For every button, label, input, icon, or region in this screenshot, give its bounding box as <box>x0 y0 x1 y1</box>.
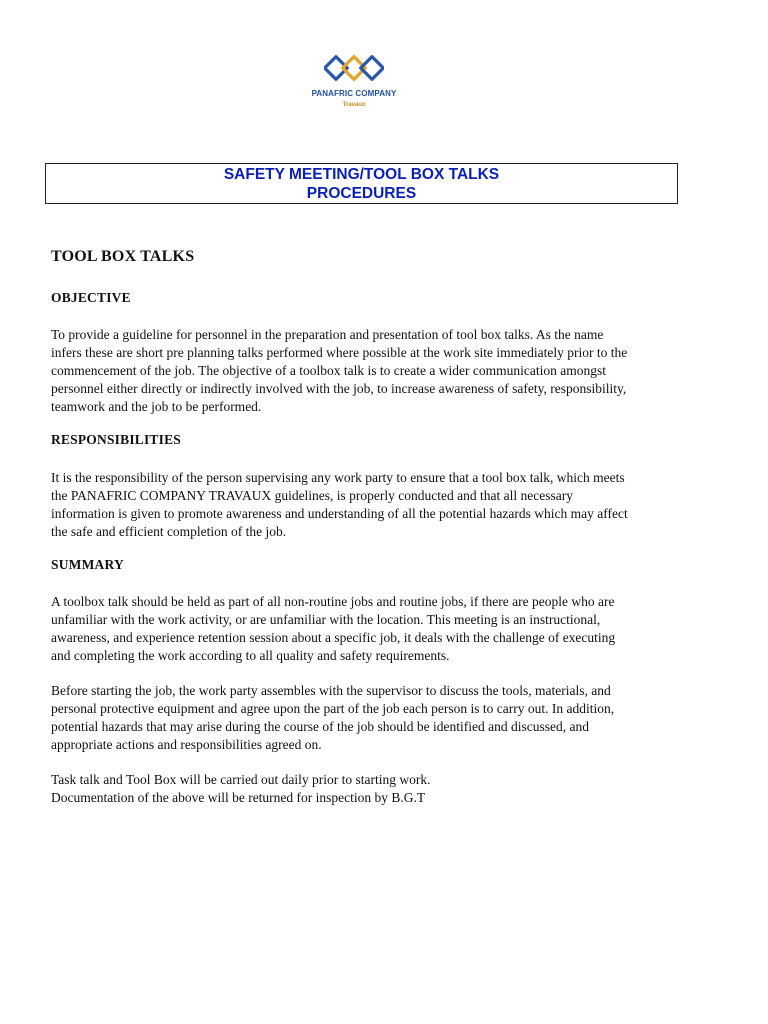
objective-heading: OBJECTIVE <box>51 290 131 305</box>
paragraph-line: personal protective equipment and agree upon the part of the job each person is to carry out. In addition, <box>51 701 615 716</box>
paragraph-line: It is the responsibility of the person supervising any work party to ensure that a tool box talk, which meets <box>51 470 625 485</box>
paragraph-line: unfamiliar with the work activity, or are unfamiliar with the location. This meeting is an instructional, <box>51 612 601 627</box>
responsibilities-paragraph <box>51 469 701 541</box>
company-logo <box>300 52 408 114</box>
summary-paragraph-3 <box>51 771 701 807</box>
paragraph-line: personnel either directly or indirectly involved with the job, to increase awareness of safety, responsibility, <box>51 381 627 396</box>
paragraph-line: Before starting the job, the work party assembles with the supervisor to discuss the tools, materials, and <box>51 683 611 698</box>
paragraph-line: information is given to promote awareness and understanding of all the potential hazards which may affect <box>51 506 628 521</box>
objective-paragraph <box>51 326 701 416</box>
panafric-logo-mark-icon <box>324 52 384 86</box>
paragraph-line: commencement of the job. The objective of a toolbox talk is to create a wider communication amongst <box>51 363 606 378</box>
logo-subtitle: Travaux <box>342 102 366 108</box>
paragraph-line: Task talk and Tool Box will be carried out daily prior to starting work. <box>51 772 431 787</box>
paragraph-line: To provide a guideline for personnel in the preparation and presentation of tool box talks. As the name <box>51 327 604 342</box>
paragraph-line: appropriate actions and responsibilities agreed on. <box>51 737 322 752</box>
paragraph-line: teamwork and the job to be performed. <box>51 399 262 414</box>
responsibilities-heading: RESPONSIBILITIES <box>51 432 182 447</box>
title-line-2: PROCEDURES <box>306 185 417 202</box>
main-heading: TOOL BOX TALKS <box>51 248 195 265</box>
logo-company-name: PANAFRIC COMPANY <box>311 89 397 98</box>
paragraph-line: Documentation of the above will be returned for inspection by B.G.T <box>51 790 426 805</box>
summary-heading: SUMMARY <box>51 557 124 572</box>
paragraph-line: the safe and efficient completion of the job. <box>51 524 287 539</box>
paragraph-line: and completing the work according to all quality and safety requirements. <box>51 648 450 663</box>
paragraph-line: awareness, and experience retention session about a specific job, it deals with the challenge of executing <box>51 630 616 645</box>
paragraph-line: potential hazards that may arise during the course of the job should be identified and discussed, and <box>51 719 589 734</box>
summary-paragraph-2 <box>51 682 701 754</box>
paragraph-line: A toolbox talk should be held as part of all non-routine jobs and routine jobs, if there are people who are <box>51 594 615 609</box>
paragraph-line: the PANAFRIC COMPANY TRAVAUX guidelines, is properly conducted and that all necessary <box>51 488 573 503</box>
paragraph-line: infers these are short pre planning talks performed where possible at the work site immediately prior to the <box>51 345 628 360</box>
summary-paragraph-1 <box>51 593 701 665</box>
title-line-1: SAFETY MEETING/TOOL BOX TALKS <box>223 166 500 183</box>
document-title-box <box>45 163 678 204</box>
